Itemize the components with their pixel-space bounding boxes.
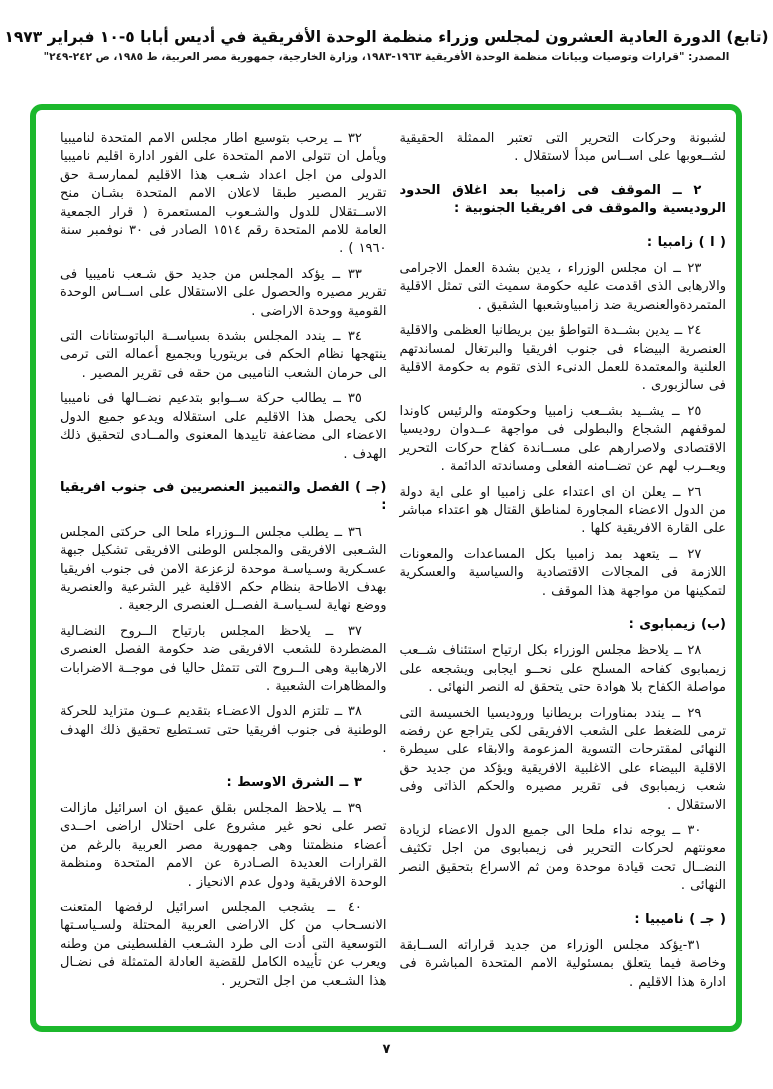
paragraph: ٣٤ ــ يندد المجلس بشدة بسياســة الباتوستانات التى ينتهجها نظام الحكم فى بريتوريا وبجميع أعماله التى ترمى الى حرمان الشعب الناميبى من حقه فى تقرير المصير . [60,329,387,381]
paragraph: ٢٥ ــ يشــيد بشــعب زامبيا وحكومته والرئيس كاوندا لموقفهم الشجاع والبطولى فى مواجهة عــدوان روديسيا الاقتصادى ولاصرارهم على مســاندة كفاح حركات التحرير ويعــرب لهم عن تضــامنه الفعلى ومساندته الدائمة . [399,403,726,475]
section-heading: (جـ ) الفصل والتمييز العنصريين فى جنوب افريقيا : [60,479,387,514]
section-heading: ٣ ــ الشرق الاوسط : [226,774,362,790]
section-heading: ( جـ ) ناميبيا : [634,911,726,927]
page-header [0,0,773,63]
highlight-border-box [30,104,742,1032]
section-heading: (ب) زيمبابوى : [628,616,726,632]
paragraph: ٢٩ ــ يندد بمناورات بريطانيا وروديسيا الخسيسة التى ترمى للضغط على الشعب الافريقى لكى يتراجع عن رفضه النهائى لمقترحات التسوية المزعومة والابقاء على سيطرة الاقلية البيضاء على الاغلبية الافريقية ويؤكد من جديد حق شعب زيمبابوى فى تقرير مصيره والحكم الذاتى وفى الاستقلال . [399,705,726,813]
paragraph: ٢٤ ــ يدين بشــدة التواطؤ بين بريطانيا العظمى والاقلية العنصرية البيضاء فى جنوب افريقيا والبرتغال لمساندتهم العلنية والمعتمدة للعمل الدنىء الذى تقوم به حكومة الاقلية فى سالزبورى . [399,323,726,394]
column-left [60,130,387,1012]
paragraph: ٣٧ ــ يلاحظ المجلس بارتياح الــروح النضـالية المضطردة للشعب الافريقى ضد حكومة الفصل العنصرى الارهابية وهى الــروح التى تتمثل حاليا فى موجــة الاضرابات والمظاهرات الشعبية . [60,623,387,694]
paragraph: ٣٠ ــ يوجه نداء ملحا الى جميع الدول الاعضاء لزيادة معونتهم لحركات التحرير فى زيمبابوى من اجل تكثيف النضــال تحت قيادة موحدة ومن ثم الاسراع بتحقيق النصر النهائى . [399,823,726,894]
paragraph: ٢٧ ــ يتعهد بمد زامبيا بكل المساعدات والمعونات اللازمة فى المجالات الاقتصادية والسياسية والعسكرية لتمكينها من مواجهة هذا الموقف . [399,546,726,599]
paragraph: ٢٦ ــ يعلن ان اى اعتداء على زامبيا او على اية دولة من الدول الاعضاء المجاورة لمناطق القتال هو اعتداء مباشر على القارة الافريقية كلها . [399,484,726,537]
paragraph: ٣٦ ــ يطلب مجلس الــوزراء ملحا الى حركتى المجلس الشـعبى الافريقى والمجلس الوطنى الافريقى تشكيل جبهة عسـكرية وسـياسـة موحدة لزعزعة الامن فى جنوب افريقيا بهدف الاطاحة بنظام حكم الاقلية غير الشرعية والعنصرية ووضع نهاية لسـياسـة الفصــل العنصرى الرجعية . [60,524,387,614]
source-citation: المصدر: "قرارات وتوصيات وبيانات منظمة الوحدة الأفريقية ١٩٦٣-١٩٨٣، وزارة الخارجية، جمهورية مصر العربية، ط ١٩٨٥، ص ٢٤٢-٢٤٩" [43,51,730,63]
paragraph: ٣٩ ــ يلاحظ المجلس بقلق عميق ان اسرائيل مازالت تصر على نحو غير مشروع على احتلال اراضى احــدى أعضاء منظمتنا وهى جمهورية مصر العربية بالرغم من القرارات العديدة الصـادرة عن الامم المتحدة ومنظمة الوحدة الافريقية ودول عدم الانحياز . [60,801,387,890]
two-column-text-area [36,110,736,1026]
section-heading: ( ا ) زامبيا : [646,234,726,250]
page-number: ٧ [382,1042,391,1057]
column-right [400,130,727,1012]
page-title: (تابع) الدورة العادية العشرون لمجلس وزراء منظمة الوحدة الأفريقية في أديس أبابا ٥-١٠ فبراير ١٩٧٣ [4,28,769,46]
paragraph: لشبونة وحركات التحرير التى تعتبر الممثلة الحقيقية لشــعوبها على اســاس مبدأ لاستقلال . [399,131,726,165]
paragraph: ٣١-يؤكد مجلس الوزراء من جديد قراراته الســابقة وخاصة فيما يتعلق بمسئولية الامم المتحدة المباشرة فى ادارة هذا الاقليم . [399,938,726,990]
paragraph: ٢٣ ــ ان مجلس الوزراء ، يدين بشدة العمل الاجرامى والارهابى الذى اقدمت عليه حكومة سميث التى تمثل الاقلية المتمردةوالعنصرية ضد زامبياوشعبها الشقيق . [399,261,726,313]
paragraph: ٣٢ ــ يرحب بتوسيع اطار مجلس الامم المتحدة لناميبيا ويأمل ان تتولى الامم المتحدة على الفور ادارة اقليم ناميبيا الدولى من اجل اعداد شـعب هذا الاقليم لممارسـة حق تقرير المصير طبقا لاعلان الامم المتحدة بشـان منح الاســتقلال للدول والشـعوب المستعمرة ( قرار الجمعية العامة للامم المتحدة رقم ١٥١٤ الصادر فى ٣٠ نوفمبر سنة ١٩٦٠ ) . [60,131,387,257]
paragraph: ٣٥ ــ يطالب حركة ســوابو بتدعيم نضــالها فى ناميبيا لكى يحصل هذا الاقليم على استقلاله ويدعو جميع الدول الاعضاء الى مضاعفة تاييدها المعنوى والمــادى لتحقيق ذلك الهدف . [60,391,387,462]
section-heading: ٢ ــ الموقف فى زامبيا بعد اغلاق الحدود الروديسية والموقف فى افريقيا الجنوبية : [399,182,726,217]
paragraph: ٣٣ ــ يؤكد المجلس من جديد حق شـعب ناميبيا فى تقرير مصيره والحصول على الاستقلال على اســاس الوحدة القومية ووحدة الاراضى . [60,266,387,319]
paragraph: ٤٠ ــ يشجب المجلس اسرائيل لرفضها المتعنت الانسـحاب من كل الاراضى العربية المحتلة ولسـياسـتها التوسعية التى أدت الى طرد الشـعب الفلسطينى من وطنه ويعرب عن تأييده الكامل للقضية العادلة المتمثلة فى نضـال هذا الشـعب من اجل التحرير . [60,900,387,989]
paragraph: ٣٨ ــ تلتزم الدول الاعضـاء بتقديم عــون متزايد للحركة الوطنية فى جنوب افريقيا حتى تسـتطيع تحقيق ذلك الهدف . [60,704,387,757]
paragraph: ٢٨ ــ يلاحظ مجلس الوزراء بكل ارتياح استئناف شــعب زيمبابوى كفاحه المسلح على نحــو ايجابى ويشجعه على مواصلة الكفاح بلا هوادة حتى يتحقق له النصر النهائى . [399,643,726,696]
